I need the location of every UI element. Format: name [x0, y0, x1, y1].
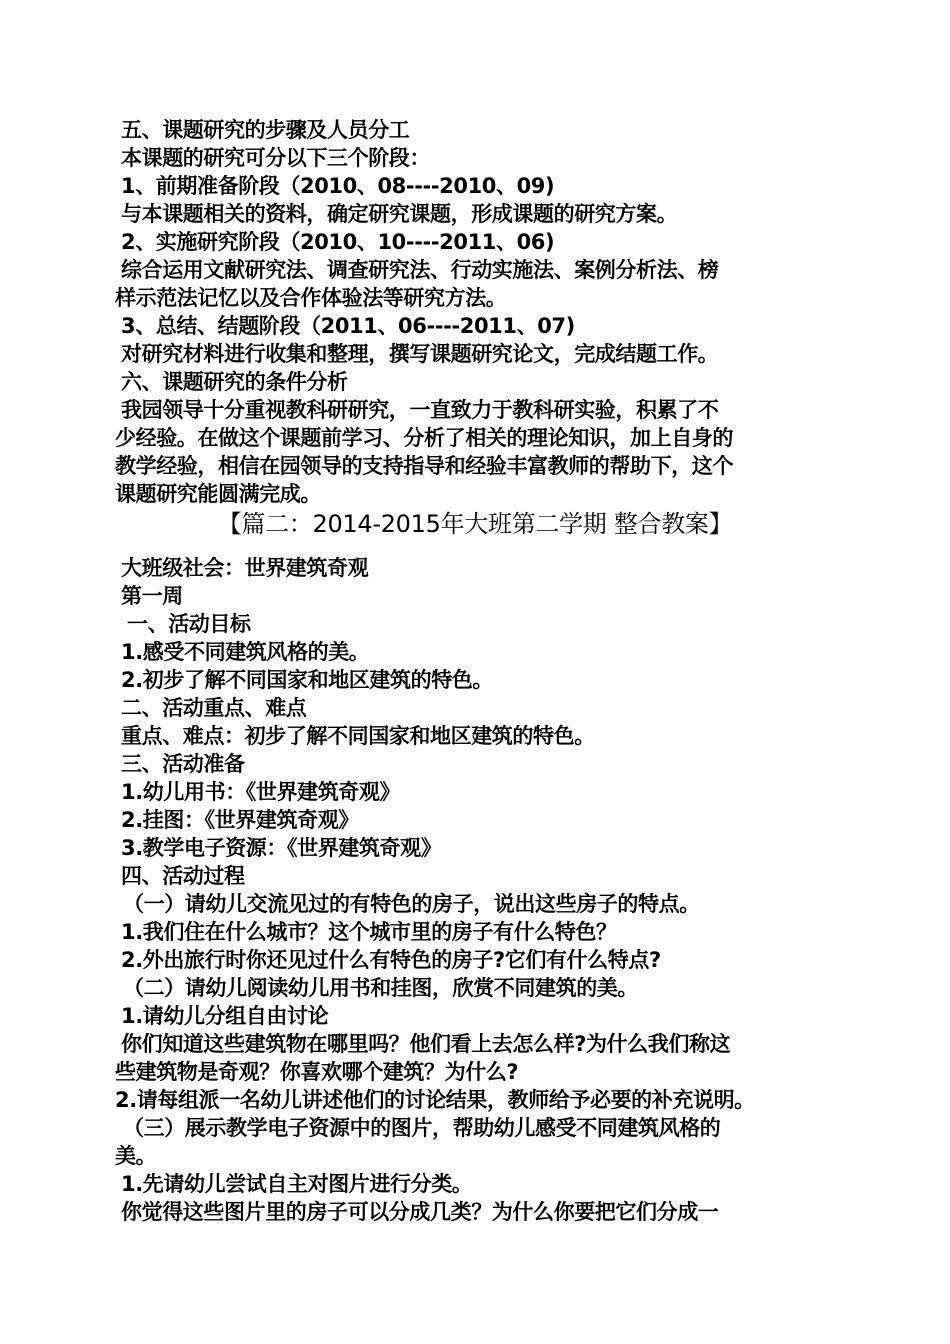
list-item: 1.请幼儿分组自由讨论 [121, 1004, 329, 1028]
paragraph-line: 重点、难点：初步了解不同国家和地区建筑的特色。 [121, 724, 595, 748]
paragraph-line: 教学经验，相信在园领导的支持指导和经验丰富教师的帮助下，这个 [115, 454, 733, 478]
paragraph-line: 你们知道这些建筑物在哪里吗？他们看上去怎么样?为什么我们称这 [121, 1032, 731, 1056]
paragraph-line: 对研究材料进行收集和整理，撰写课题研究论文，完成结题工作。 [121, 342, 719, 366]
step-heading: （二）请幼儿阅读幼儿用书和挂图，欣赏不同建筑的美。 [123, 976, 638, 1000]
paragraph-line: 少经验。在做这个课题前学习、分析了相关的理论知识，加上自身的 [115, 426, 733, 450]
list-item: 1.先请幼儿尝试自主对图片进行分类。 [121, 1172, 473, 1196]
list-item: 3.教学电子资源：《世界建筑奇观》 [121, 836, 442, 860]
paragraph-line: 综合运用文献研究法、调查研究法、行动实施法、案例分析法、榜 [121, 258, 719, 282]
paragraph-line: 你觉得这些图片里的房子可以分成几类？为什么你要把它们分成一 [121, 1200, 719, 1224]
list-item: 2.初步了解不同国家和地区建筑的特色。 [121, 668, 493, 692]
paragraph-line: 样示范法记忆以及合作体验法等研究方法。 [115, 286, 507, 310]
paragraph-line: 与本课题相关的资料，确定研究课题，形成课题的研究方案。 [121, 202, 678, 226]
list-item: 2.外出旅行时你还见过什么有特色的房子?它们有什么特点? [121, 948, 661, 972]
list-item: 1.幼儿用书：《世界建筑奇观》 [121, 780, 401, 804]
step-heading: （三）展示教学电子资源中的图片，帮助幼儿感受不同建筑风格的 [123, 1116, 721, 1140]
subheading: 三、活动准备 [121, 752, 245, 776]
subheading: 四、活动过程 [121, 864, 245, 888]
paragraph-line: 些建筑物是奇观？你喜欢哪个建筑？为什么? [115, 1060, 519, 1084]
subheading: 一、活动目标 [127, 612, 251, 636]
paragraph-line: 课题研究能圆满完成。 [115, 482, 321, 506]
stage-two-title: 2、实施研究阶段（2010、10----2011、06) [121, 230, 555, 254]
step-heading: （一）请幼儿交流见过的有特色的房子，说出这些房子的特点。 [123, 892, 700, 916]
paragraph-line: 我园领导十分重视教科研研究，一直致力于教科研实验，积累了不 [121, 398, 719, 422]
list-item: 1.我们住在什么城市？这个城市里的房子有什么特色？ [121, 920, 617, 944]
paragraph-line: 美。 [115, 1144, 157, 1168]
section-six-heading: 六、课题研究的条件分析 [121, 370, 348, 394]
stage-one-title: 1、前期准备阶段（2010、08----2010、09) [121, 174, 555, 198]
list-item: 2.请每组派一名幼儿讲述他们的讨论结果，教师给予必要的补充说明。 [115, 1088, 755, 1112]
list-item: 1.感受不同建筑风格的美。 [121, 640, 370, 664]
section-five-heading: 五、课题研究的步骤及人员分工 [121, 118, 410, 142]
stage-three-title: 3、总结、结题阶段（2011、06----2011、07) [121, 314, 575, 338]
subheading: 二、活动重点、难点 [121, 696, 307, 720]
paragraph-line: 本课题的研究可分以下三个阶段： [121, 146, 430, 170]
section-heading: 【篇二：2014-2015年大班第二学期 整合教案】 [217, 510, 733, 538]
week-label: 第一周 [121, 584, 183, 608]
lesson-title: 大班级社会：世界建筑奇观 [121, 556, 369, 580]
list-item: 2.挂图：《世界建筑奇观》 [121, 808, 359, 832]
